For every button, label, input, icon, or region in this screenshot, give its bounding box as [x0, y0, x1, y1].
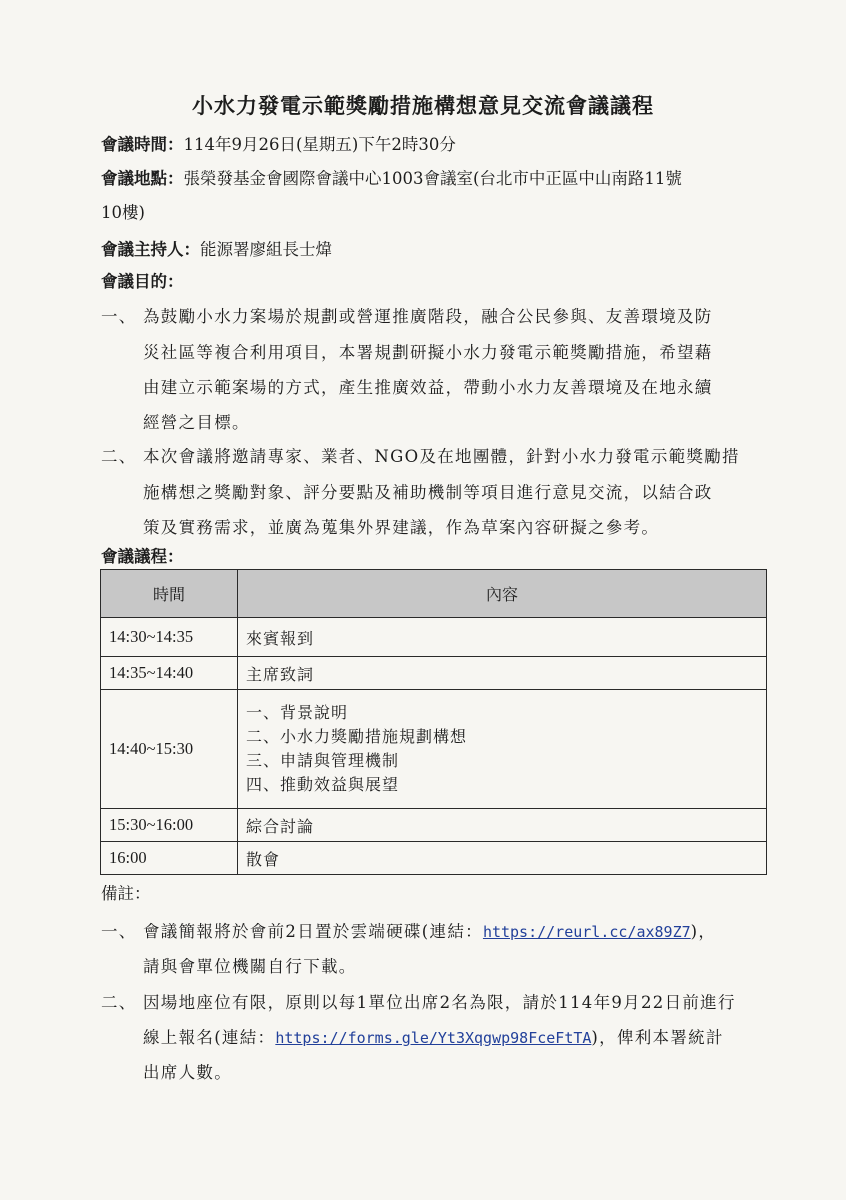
meeting-time-label: 會議時間：	[101, 135, 184, 154]
agenda-header-row	[101, 570, 767, 618]
purpose-item-2	[101, 443, 781, 538]
note-1-line1	[143, 918, 716, 942]
purpose-label: 會議目的：	[101, 272, 184, 291]
meeting-place-line2: 10樓)	[101, 203, 145, 222]
agenda-time: 16:00	[101, 842, 238, 875]
agenda-subitem: 一、背景說明	[246, 703, 349, 722]
document-title: 小水力發電示範獎勵措施構想意見交流會議議程	[192, 93, 654, 118]
table-row	[101, 618, 767, 657]
agenda-time: 14:35~14:40	[101, 657, 238, 690]
meeting-place	[101, 165, 682, 189]
note-2-pre: 線上報名(連結：	[143, 1028, 276, 1047]
agenda-subitem: 四、推動效益與展望	[246, 775, 400, 794]
purpose-item-2-line: 本次會議將邀請專家、業者、NGO及在地團體，針對小水力發電示範獎勵措	[143, 447, 740, 466]
purpose-item-1-line: 由建立示範案場的方式，產生推廣效益，帶動小水力友善環境及在地永續	[143, 378, 713, 397]
agenda-content-list	[238, 690, 767, 809]
meeting-time	[101, 131, 456, 155]
agenda-content: 來賓報到	[238, 618, 767, 657]
agenda-content: 散會	[238, 842, 767, 875]
note-1-link[interactable]: https://reurl.cc/ax89Z7	[482, 923, 691, 941]
agenda-table	[100, 569, 767, 875]
note-2-line3: 出席人數。	[143, 1063, 232, 1082]
table-row	[101, 842, 767, 875]
agenda-label: 會議議程：	[101, 547, 184, 566]
table-row	[101, 657, 767, 690]
agenda-header-time: 時間	[101, 570, 238, 618]
purpose-item-1-line: 災社區等複合利用項目，本署規劃研擬小水力發電示範獎勵措施，希望藉	[143, 343, 713, 362]
agenda-subitem: 三、申請與管理機制	[246, 751, 400, 770]
purpose-item-2-line: 施構想之獎勵對象、評分要點及補助機制等項目進行意見交流，以結合政	[143, 483, 713, 502]
agenda-time: 14:40~15:30	[101, 690, 238, 809]
note-1-line2: 請與會單位機關自行下載。	[143, 957, 357, 976]
note-2-line1: 因場地座位有限，原則以每1單位出席2名為限，請於114年9月22日前進行	[143, 993, 736, 1012]
meeting-time-value: 114年9月26日(星期五)下午2時30分	[183, 135, 456, 154]
agenda-time: 14:30~14:35	[101, 618, 238, 657]
note-1-num: 一、	[101, 922, 137, 941]
agenda-content: 主席致詞	[238, 657, 767, 690]
note-1-post: )，	[690, 922, 717, 941]
notes-label: 備註：	[101, 884, 151, 903]
host-label: 會議主持人：	[101, 240, 200, 259]
table-row	[101, 690, 767, 809]
host-value: 能源署廖組長士煒	[200, 240, 332, 259]
note-2-link[interactable]: https://forms.gle/Yt3Xqgwp98FceFtTA	[275, 1029, 592, 1047]
purpose-item-1-line: 經營之目標。	[143, 413, 250, 432]
purpose-item-1-num: 一、	[101, 307, 137, 326]
note-item-1	[101, 918, 791, 978]
agenda-subitem: 二、小水力獎勵措施規劃構想	[246, 727, 468, 746]
table-row	[101, 809, 767, 842]
purpose-item-2-num: 二、	[101, 447, 137, 466]
note-item-2	[101, 989, 791, 1089]
note-2-num: 二、	[101, 993, 137, 1012]
note-2-post: )，俾利本署統計	[591, 1028, 724, 1047]
meeting-place-value: 張榮發基金會國際會議中心1003會議室(台北市中正區中山南路11號	[183, 169, 682, 188]
agenda-content: 綜合討論	[238, 809, 767, 842]
meeting-place-label: 會議地點：	[101, 169, 184, 188]
purpose-item-1	[101, 303, 781, 433]
meeting-host	[101, 236, 332, 260]
purpose-item-1-line: 為鼓勵小水力案場於規劃或營運推廣階段，融合公民參與、友善環境及防	[143, 307, 713, 326]
purpose-item-2-line: 策及實務需求，並廣為蒐集外界建議，作為草案內容研擬之參考。	[143, 518, 660, 537]
agenda-header-content: 內容	[238, 570, 767, 618]
note-2-line2	[143, 1024, 724, 1048]
note-1-pre: 會議簡報將於會前2日置於雲端硬碟(連結：	[143, 922, 483, 941]
agenda-time: 15:30~16:00	[101, 809, 238, 842]
